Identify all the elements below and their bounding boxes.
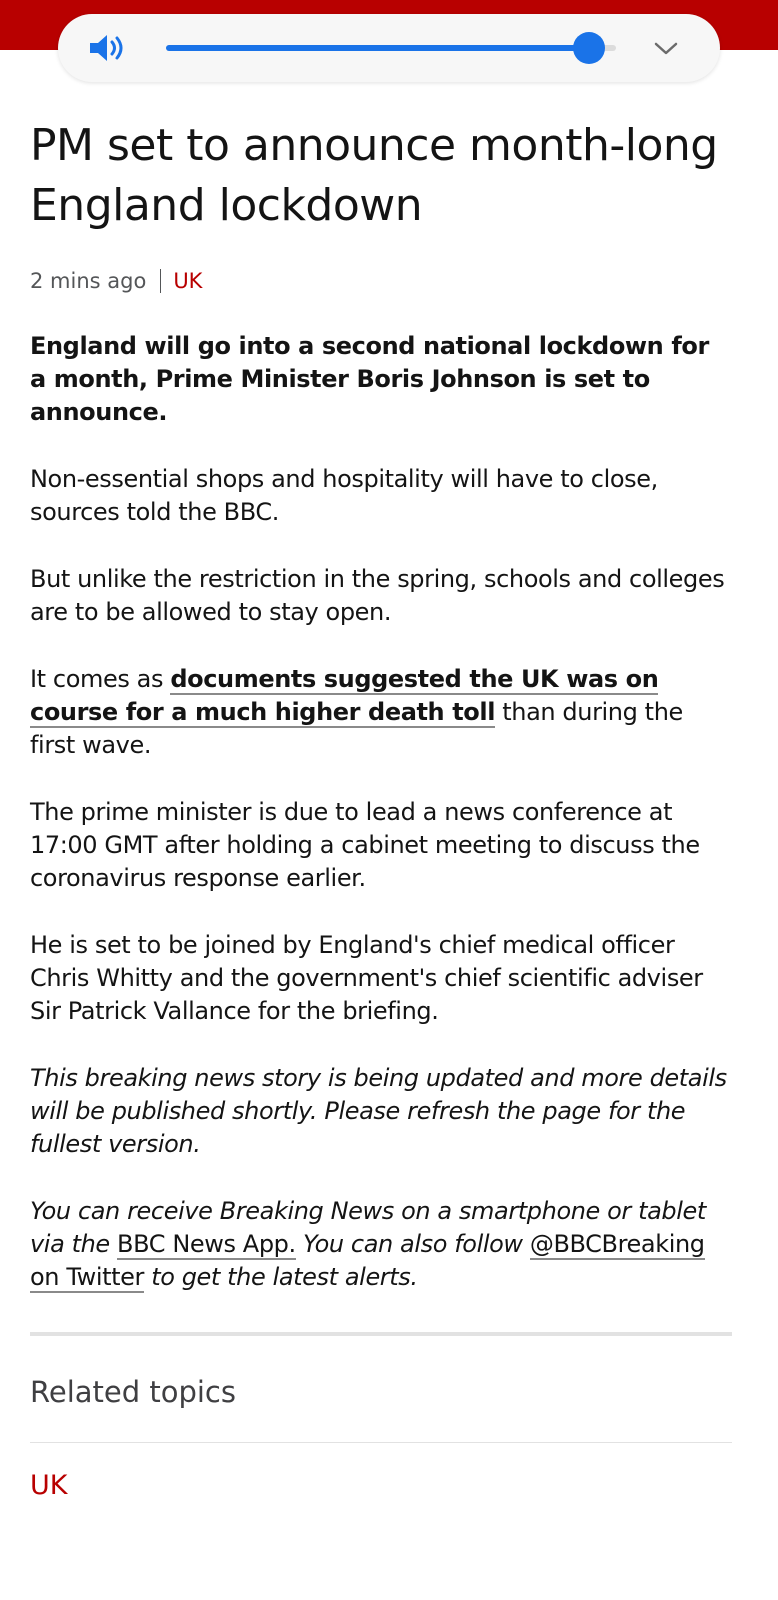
volume-slider[interactable]: [166, 45, 616, 51]
article-meta: [30, 266, 202, 296]
related-topic-uk[interactable]: UK: [30, 1470, 68, 1501]
related-topics-heading: Related topics: [30, 1375, 236, 1409]
article-lead: England will go into a second national lockdown for a month, Prime Minister Boris Johnson is set to announce.: [30, 332, 709, 426]
article-paragraph: [30, 663, 730, 762]
paragraph-text: It comes as: [30, 665, 171, 693]
speaker-volume-icon[interactable]: [88, 32, 128, 64]
article-paragraph: The prime minister is due to lead a news conference at 17:00 GMT after holding a cabinet meeting to discuss the coronavirus response earlier.: [30, 798, 700, 892]
topic-link[interactable]: UK: [173, 269, 203, 293]
timestamp: 2 mins ago: [30, 269, 147, 293]
update-note: This breaking news story is being updated and more details will be published shortly. Please refresh the page for the fullest version.: [30, 1064, 727, 1158]
article-paragraph: He is set to be joined by England's chief medical officer Chris Whitty and the government's chief scientific adviser Sir Patrick Vallance for the briefing.: [30, 931, 703, 1025]
bbc-news-app-link[interactable]: BBC News App.: [117, 1230, 296, 1258]
section-divider: [30, 1332, 732, 1336]
article-paragraph: But unlike the restriction in the spring, schools and colleges are to be allowed to stay open.: [30, 565, 725, 626]
article-body: [30, 330, 730, 1328]
paragraph-text: than during the first wave.: [30, 698, 683, 759]
note-text: You can receive Breaking News on a smartphone or tablet via the: [30, 1197, 706, 1258]
note-text: You can also follow: [295, 1230, 530, 1258]
page-title: PM set to announce month-long England lockdown: [30, 120, 718, 231]
note-text: to get the latest alerts.: [143, 1263, 418, 1291]
article-paragraph: Non-essential shops and hospitality will have to close, sources told the BBC.: [30, 465, 658, 526]
volume-panel: [58, 14, 720, 82]
volume-slider-thumb[interactable]: [573, 32, 605, 64]
meta-divider: [160, 269, 161, 293]
chevron-down-icon[interactable]: [652, 36, 680, 60]
volume-slider-fill: [166, 45, 589, 51]
bbc-breaking-twitter-link[interactable]: @BBCBreaking on Twitter: [30, 1230, 705, 1291]
alerts-note: [30, 1195, 730, 1294]
list-divider: [30, 1442, 732, 1443]
documents-link[interactable]: documents suggested the UK was on course for a much higher death toll: [30, 665, 659, 726]
